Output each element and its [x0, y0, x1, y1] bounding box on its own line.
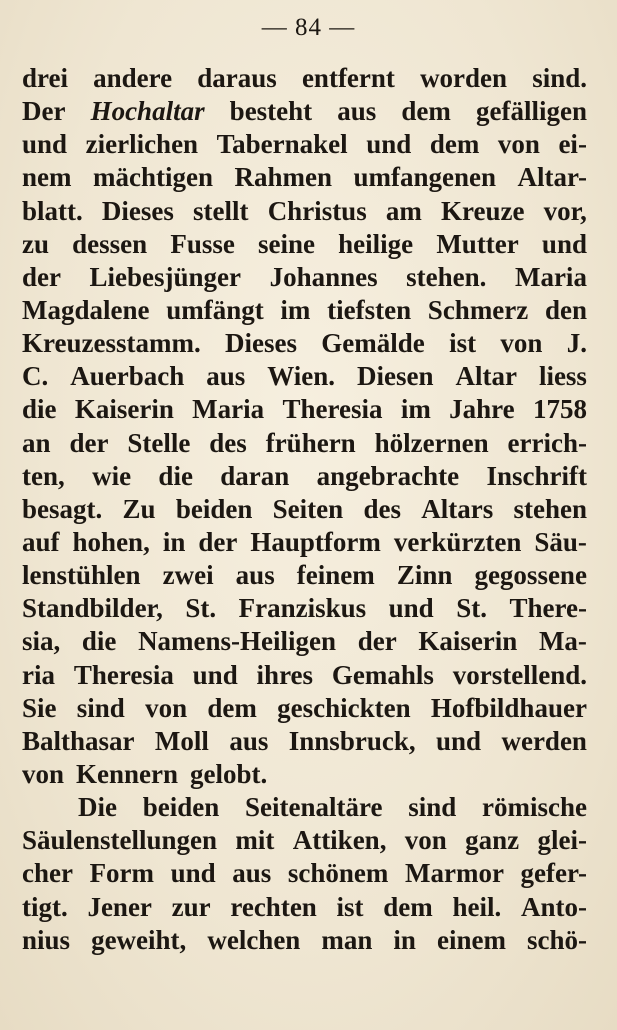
- word: nem: [22, 162, 72, 193]
- word: feinem: [296, 560, 375, 591]
- word: in: [393, 924, 416, 955]
- word: J.: [566, 328, 587, 359]
- text-line: [22, 294, 587, 327]
- word: geschickten: [277, 692, 411, 723]
- word: Der: [22, 96, 66, 127]
- text-line: [22, 427, 587, 460]
- word: Dieses: [101, 195, 174, 226]
- text-line: [22, 261, 587, 294]
- word: die: [158, 460, 193, 491]
- word: und: [192, 659, 238, 690]
- word: und: [388, 593, 434, 624]
- word: daran: [220, 460, 290, 491]
- word: Marmor: [405, 858, 504, 889]
- word: Gemahls: [331, 659, 434, 690]
- word: Form: [89, 858, 155, 889]
- text-line: [22, 559, 587, 592]
- word: frühern: [265, 427, 356, 458]
- word: werden: [501, 725, 587, 756]
- emphasized-word: Hochaltar: [90, 96, 205, 127]
- word: worden: [420, 63, 508, 93]
- word: angebrachte: [316, 460, 460, 491]
- text-line: [22, 526, 587, 559]
- word: Ma-: [538, 626, 587, 657]
- text-line: [22, 493, 587, 526]
- word: sia,: [22, 626, 61, 657]
- text-line: [22, 625, 587, 658]
- word: von: [22, 758, 65, 789]
- text-line: [22, 393, 587, 426]
- word: ihres: [256, 659, 314, 690]
- word: Maria: [514, 261, 587, 292]
- text-line: [22, 891, 587, 924]
- word: Namens-Heiligen: [138, 626, 337, 657]
- word: There-: [509, 593, 587, 624]
- word: Die: [78, 792, 117, 823]
- word: St.: [185, 593, 217, 624]
- word: Fusse: [170, 228, 235, 259]
- text-line: [22, 360, 587, 393]
- word: in: [162, 526, 186, 557]
- word: am: [385, 195, 422, 226]
- word: Inschrift: [486, 460, 587, 491]
- word: ten,: [22, 460, 65, 491]
- word: rechten: [230, 891, 317, 922]
- word: Kreuze: [441, 195, 525, 226]
- word: hölzernen: [374, 427, 489, 458]
- word: Auerbach: [70, 361, 185, 392]
- word: Kaiserin: [418, 626, 518, 657]
- word: zu: [22, 228, 49, 259]
- word: Theresia: [73, 659, 174, 690]
- word: der: [198, 526, 238, 557]
- word: heil.: [452, 891, 502, 922]
- word: Mutter: [436, 228, 519, 259]
- word: Altars: [421, 493, 494, 524]
- text-line: [22, 758, 587, 791]
- word: blatt.: [22, 195, 83, 226]
- word: Anto-: [520, 891, 587, 922]
- word: andere: [93, 63, 173, 93]
- text-line: [22, 327, 587, 360]
- word: tiefsten: [327, 294, 412, 325]
- word: daraus: [197, 63, 277, 93]
- word: von: [500, 328, 543, 359]
- word: verkürzten: [393, 526, 522, 557]
- word: Seitenaltäre: [245, 792, 383, 823]
- word: gefer-: [520, 858, 587, 889]
- word: Hauptform: [250, 526, 381, 557]
- word: gefälligen: [475, 96, 587, 127]
- word: besteht: [229, 96, 313, 127]
- word: Standbilder,: [22, 593, 163, 624]
- word: und: [436, 725, 482, 756]
- text-line: [22, 95, 587, 128]
- word: Tabernakel: [216, 129, 348, 160]
- word: Zu: [122, 493, 156, 524]
- word: heilige: [338, 228, 414, 259]
- word: Franziskus: [238, 593, 367, 624]
- word: umfangenen: [353, 162, 497, 193]
- word: Jener: [87, 891, 152, 922]
- word: Liebesjünger: [89, 261, 242, 292]
- word: lenstühlen: [22, 560, 141, 591]
- word: Zinn: [396, 560, 453, 591]
- word: und: [170, 858, 216, 889]
- word: Altar: [455, 361, 517, 392]
- word: Kaiserin: [74, 394, 174, 425]
- word: Jahre: [449, 394, 515, 425]
- word: und: [366, 129, 412, 160]
- word: zur: [171, 891, 211, 922]
- word: von: [497, 129, 540, 160]
- word: sind.: [532, 63, 587, 93]
- word: umfängt: [166, 294, 264, 325]
- word: römische: [482, 792, 587, 823]
- word: geweiht,: [91, 924, 187, 955]
- word: Christus: [267, 195, 367, 226]
- word: nius: [22, 924, 71, 955]
- word: ei-: [558, 129, 587, 160]
- text-line: [22, 592, 587, 625]
- word: cher: [22, 858, 73, 889]
- word: Diesen: [356, 361, 434, 392]
- word: dem: [207, 692, 257, 723]
- word: an: [22, 427, 51, 458]
- word: Attiken,: [292, 825, 387, 856]
- text-line: [22, 62, 587, 95]
- text-line: [22, 460, 587, 493]
- word: gegossene: [474, 560, 587, 591]
- word: vorstellend.: [452, 659, 587, 690]
- word: glei-: [537, 825, 587, 856]
- word: ist: [449, 328, 477, 359]
- word: dem: [401, 96, 451, 127]
- word: Moll: [154, 725, 209, 756]
- word: und: [541, 228, 587, 259]
- word: dem: [429, 129, 480, 160]
- word: man: [321, 924, 373, 955]
- word: drei: [22, 63, 68, 93]
- word: gelobt.: [190, 758, 268, 789]
- word: Balthasar: [22, 725, 135, 756]
- word: ist: [336, 891, 364, 922]
- word: Kreuzesstamm.: [22, 328, 201, 359]
- word: auf: [22, 526, 60, 557]
- word: Wien.: [267, 361, 335, 392]
- word: Dieses: [225, 328, 297, 359]
- word: dessen: [72, 228, 148, 259]
- word: Altar-: [517, 162, 587, 193]
- text-line: [22, 824, 587, 857]
- text-line: [22, 791, 587, 824]
- word: von: [404, 825, 447, 856]
- word: einem: [436, 924, 506, 955]
- word: aus: [235, 560, 275, 591]
- word: beiden: [175, 493, 253, 524]
- word: aus: [229, 725, 269, 756]
- word: und: [22, 129, 68, 160]
- word: Kennern: [76, 758, 179, 789]
- word: Magdalene: [22, 294, 150, 325]
- word: welchen: [207, 924, 301, 955]
- word: dem: [383, 891, 433, 922]
- word: liess: [538, 361, 587, 392]
- body-text: [22, 62, 587, 957]
- word: ganz: [465, 825, 520, 856]
- word: Rahmen: [234, 162, 332, 193]
- word: aus: [206, 361, 246, 392]
- word: Hofbildhauer: [430, 692, 587, 723]
- text-line: [22, 195, 587, 228]
- text-line: [22, 857, 587, 890]
- word: des: [209, 427, 247, 458]
- word: die: [81, 626, 117, 657]
- word: aus: [337, 96, 377, 127]
- word: der: [22, 261, 61, 292]
- word: vor,: [543, 195, 587, 226]
- word: St.: [456, 593, 487, 624]
- word: sind: [408, 792, 457, 823]
- word: sind: [76, 692, 125, 723]
- word: entfernt: [301, 63, 395, 93]
- word: stehen.: [406, 261, 487, 292]
- page-header: — 84 —: [261, 14, 356, 41]
- word: Schmerz: [427, 294, 529, 325]
- word: stellt: [193, 195, 249, 226]
- text-line: [22, 924, 587, 957]
- word: von: [145, 692, 188, 723]
- word: zwei: [162, 560, 214, 591]
- word: den: [544, 294, 587, 325]
- word: schö-: [526, 924, 587, 955]
- word: C.: [22, 361, 49, 392]
- word: des: [363, 493, 401, 524]
- word: Stelle: [127, 427, 191, 458]
- word: Innsbruck,: [288, 725, 416, 756]
- text-line: [22, 659, 587, 692]
- word: besagt.: [22, 493, 103, 524]
- word: Gemälde: [321, 328, 425, 359]
- word: Säu-: [534, 526, 587, 557]
- word: aus: [232, 858, 272, 889]
- word: mächtigen: [93, 162, 213, 193]
- word: schönem: [287, 858, 389, 889]
- word: im: [400, 394, 431, 425]
- word: zierlichen: [85, 129, 199, 160]
- word: Sie: [22, 692, 57, 723]
- word: beiden: [142, 792, 220, 823]
- word: 1758: [532, 394, 587, 425]
- word: stehen: [513, 493, 587, 524]
- word: tigt.: [22, 891, 68, 922]
- word: Säulenstellungen: [22, 825, 218, 856]
- word: Theresia: [282, 394, 383, 425]
- word: Seiten: [272, 493, 344, 524]
- word: wie: [92, 460, 132, 491]
- word: der: [357, 626, 397, 657]
- word: die: [22, 394, 57, 425]
- word: der: [69, 427, 109, 458]
- text-line: [22, 228, 587, 261]
- text-line: [22, 692, 587, 725]
- text-line: [22, 128, 587, 161]
- word: Johannes: [269, 261, 378, 292]
- text-line: [22, 725, 587, 758]
- word: seine: [258, 228, 315, 259]
- word: mit: [235, 825, 275, 856]
- word: ria: [22, 659, 55, 690]
- word: errich-: [507, 427, 587, 458]
- text-line: [22, 161, 587, 194]
- word: Maria: [192, 394, 265, 425]
- word: hohen,: [72, 526, 150, 557]
- word: im: [280, 294, 311, 325]
